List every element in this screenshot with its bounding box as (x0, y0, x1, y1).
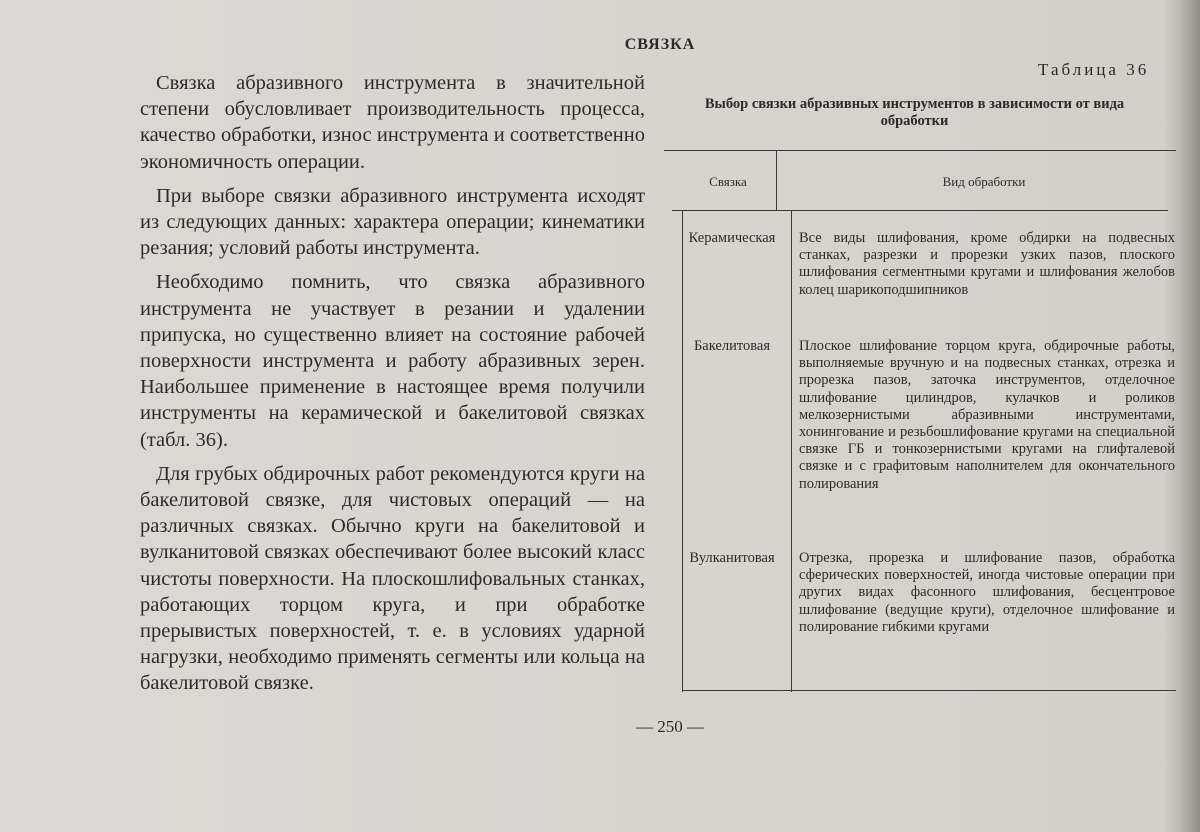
table-row-binder: Керамическая (688, 230, 776, 246)
table-row-binder: Бакелитовая (693, 338, 771, 354)
column-header-binder: Связка (709, 174, 747, 189)
paragraph: Для грубых обдирочных работ рекомендуются круги на бакелитовой связке, для чистовых операций — на различных связках. Обычно круги на бакелитовой и вулканитовой связках обеспечивают более высокий класс чистоты поверхности. На плоскошлифовальных станках, работающих торцом круга, и при обработке прерывистых поверхностей, т. е. в условиях ударной нагрузки, необходимо применять сегменты или кольца на бакелитовой связке. (140, 462, 645, 695)
table-row-usage: Плоское шлифование торцом круга, обдирочные работы, выполняемые вручную и на подвесных станках, отрезка и прорезка пазов, заточка инструментов, отделочное шлифование цилиндров, кулачков и роликов мелкозернистыми абразивными инструментами, хонингование и резьбошлифование кругами на специальной связке ГБ и тонкозернистыми кругами на глифталевой связке и с графитовым наполнителем для окончательного полирования (799, 338, 1175, 492)
table-number: Таблица 36 (1038, 60, 1150, 79)
table-rule-bottom (682, 690, 1176, 691)
column-header-usage: Вид обработки (942, 174, 1026, 189)
binder-table (664, 150, 1176, 692)
table-row-usage: Отрезка, прорезка и шлифование пазов, обработка сферических поверхностей, иногда чистовые операции при других видах фасонного шлифования, бесцентровое шлифование (ведущие круги), отделочное шлифование и полирование гибкими кругами (799, 550, 1175, 635)
paragraph: При выборе связки абразивного инструмента исходят из следующих данных: характера операции; кинематики резания; условий работы инструмента. (140, 184, 645, 260)
table-rule-column (791, 210, 792, 692)
paragraph: Связка абразивного инструмента в значительной степени обусловливает производительность процесса, качество обработки, износ инструмента и соответственно экономичность операции. (140, 72, 645, 173)
section-heading: СВЯЗКА (624, 36, 696, 53)
table-row-usage: Все виды шлифования, кроме обдирки на подвесных станках, разрезки и прорезки узких пазов, плоского шлифования сегментными кругами и шлифования желобов колец шарикоподшипников (799, 230, 1175, 298)
table-title: Выбор связки абразивных инструментов в зависимости от вида обработки (704, 96, 1125, 129)
body-text (140, 70, 645, 705)
table-row-binder: Вулканитовая (689, 550, 775, 566)
table-rule-left (682, 210, 683, 692)
paragraph: Необходимо помнить, что связка абразивного инструмента не участвует в резании и удалении припуска, но существенно влияет на состояние рабочей поверхности инструмента и работу абразивных зерен. Наибольшее применение в настоящее время получили инструменты на керамической и бакелитовой связках (табл. 36). (140, 271, 645, 451)
table-rule-header (672, 210, 1168, 211)
table-rule-top (664, 150, 1176, 151)
page-number: — 250 — (636, 717, 704, 736)
